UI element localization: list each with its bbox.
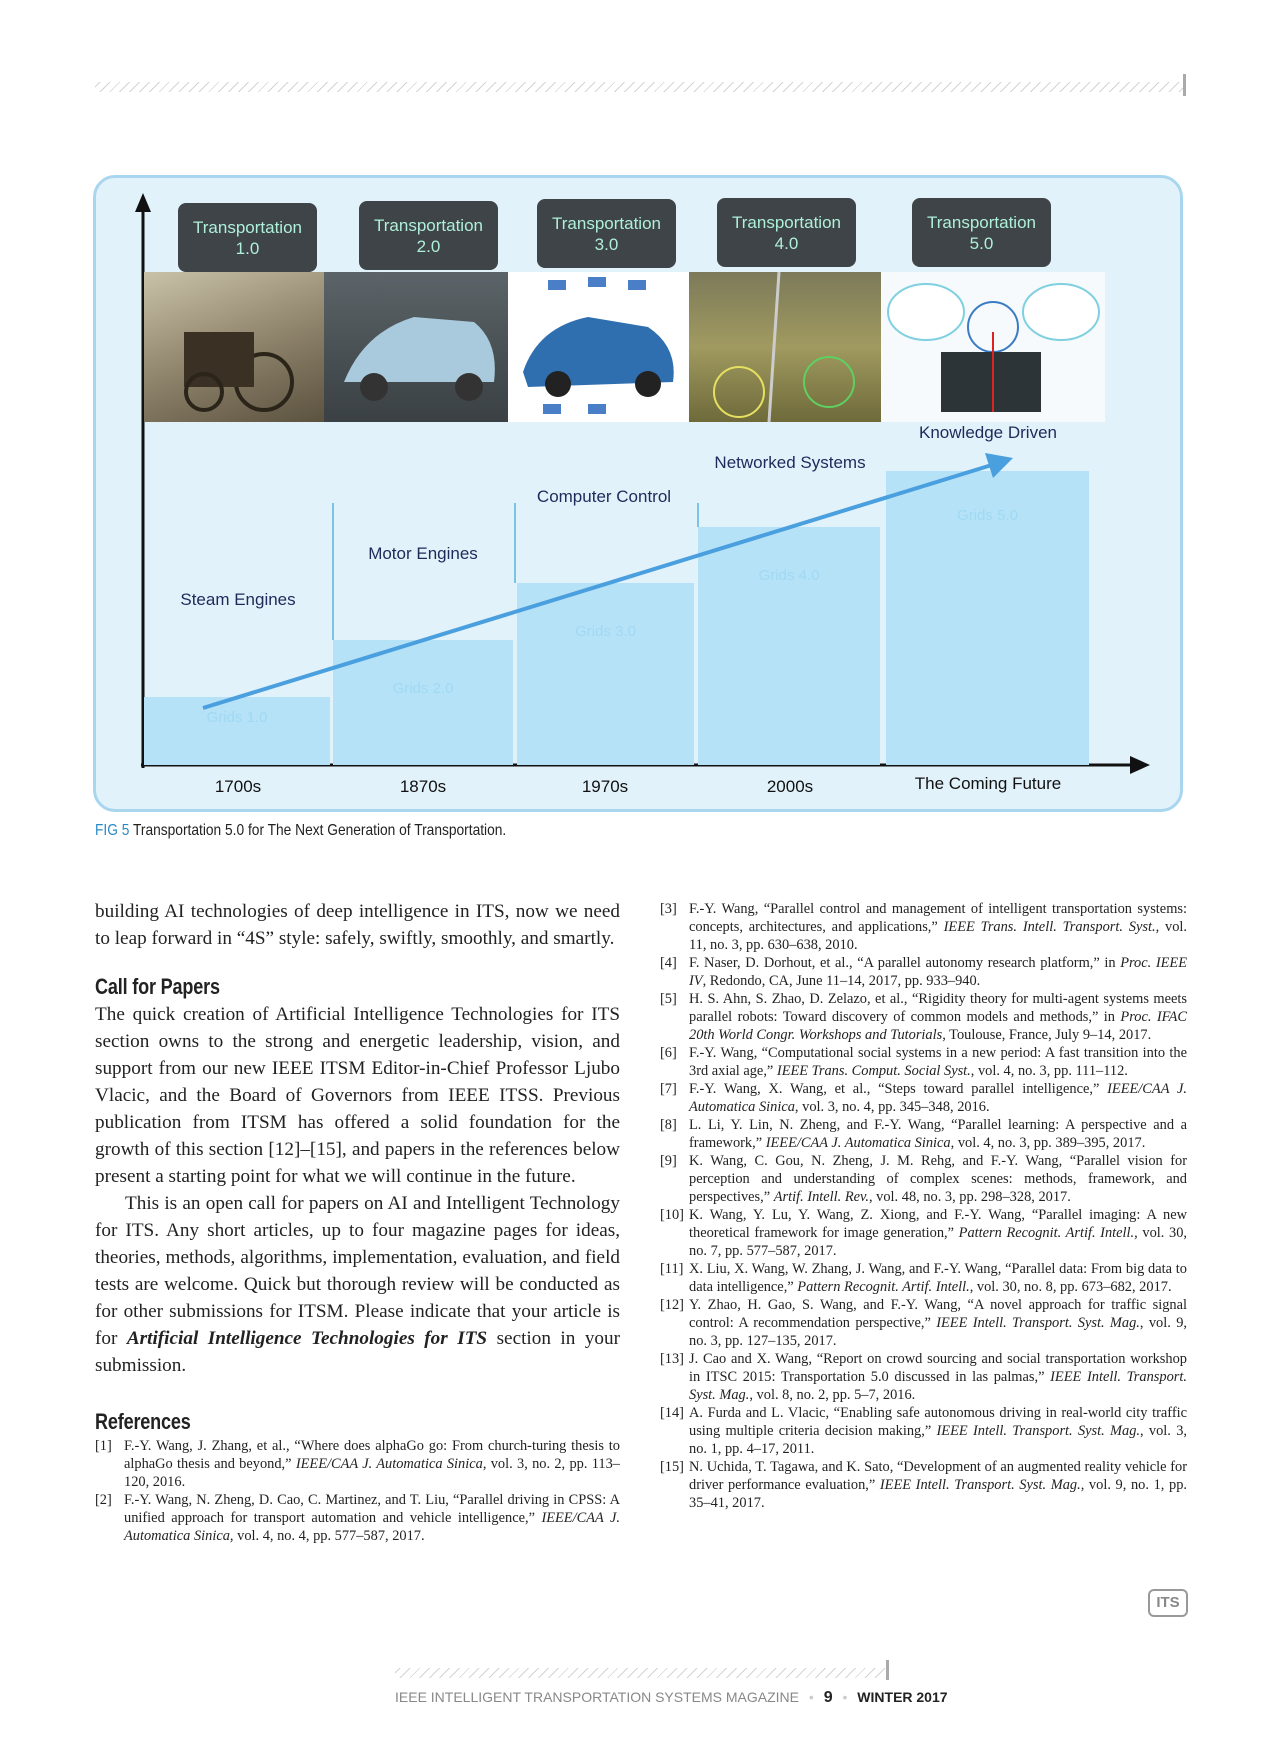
reference-number: [13] [660, 1351, 684, 1367]
reference-number: [11] [660, 1261, 684, 1277]
section-name-emphasis: Artificial Intelligence Technologies for ITS [126, 1328, 488, 1349]
era-tech-label: Steam Engines [180, 590, 296, 609]
reference-segment: Y. Zhao, H. Gao, S. Wang, and F.-Y. Wang, “A novel approach for traffic signal control: A recommendation perspective,” [689, 1297, 1187, 1331]
reference-item [660, 1206, 1187, 1260]
reference-item [660, 1350, 1187, 1404]
reference-venue: IEEE Intell. Transport. Syst. Mag. [936, 1423, 1141, 1439]
era-tech-label: Motor Engines [368, 544, 478, 563]
reference-item [660, 1116, 1187, 1152]
reference-segment: , vol. 4, no. 3, pp. 111–112. [970, 1063, 1128, 1079]
section-heading-call-for-papers: Call for Papers [95, 974, 220, 999]
grid-label: Grids 4.0 [758, 567, 820, 584]
reference-venue: Pattern Recognit. Artif. Intell. [958, 1225, 1135, 1241]
reference-venue: IEEE/CAA J. Automatica Sinica [765, 1135, 951, 1151]
reference-text [689, 1404, 1187, 1458]
reference-text [689, 1080, 1187, 1116]
reference-item [660, 1404, 1187, 1458]
reference-segment: , Toulouse, France, July 9–14, 2017. [942, 1027, 1152, 1043]
figure-caption [95, 822, 506, 840]
reference-item [660, 1458, 1187, 1512]
reference-text [689, 1458, 1187, 1512]
reference-venue: IEEE Intell. Transport. Syst. Mag. [689, 1369, 1187, 1403]
reference-segment: F. Naser, D. Dorhout, et al., “A parallel autonomy research platform,” in [689, 955, 1121, 971]
reference-list [660, 900, 1187, 1512]
era-tech-label: Computer Control [536, 487, 672, 506]
reference-number: [9] [660, 1153, 677, 1169]
era-version: 1.0 [235, 238, 260, 258]
reference-segment: F.-Y. Wang, J. Zhang, et al., “Where does alphaGo go: From church-turing thesis to alphaGo thesis and beyond,” [124, 1438, 620, 1472]
era-title: Transportation [193, 217, 302, 237]
reference-venue: IEEE Intell. Transport. Syst. Mag. [936, 1315, 1140, 1331]
reference-text [689, 1116, 1187, 1152]
reference-number: [5] [660, 991, 677, 1007]
footer-rule [395, 1668, 885, 1678]
reference-number: [12] [660, 1297, 684, 1313]
reference-text [124, 1437, 620, 1491]
reference-text [689, 990, 1187, 1044]
left-column [95, 898, 620, 1545]
reference-segment: , vol. 9, no. 3, pp. 127–135, 2017. [689, 1315, 1187, 1349]
era-tech-label: Networked Systems [714, 453, 866, 472]
reference-text [124, 1491, 620, 1545]
reference-text [689, 954, 1187, 990]
its-logo: ITS [1148, 1589, 1188, 1617]
reference-number: [1] [95, 1438, 112, 1454]
reference-segment: F.-Y. Wang, “Computational social systems in a new period: A fast transition into the 3rd axial age,” [689, 1045, 1187, 1079]
reference-segment: F.-Y. Wang, N. Zheng, D. Cao, C. Martinez, and T. Liu, “Parallel driving in CPSS: A unified approach for transport automation and vehicle intelligence,” [124, 1492, 620, 1526]
grid-label: Grids 5.0 [957, 507, 1018, 524]
x-tick-label: 1870s [399, 777, 447, 796]
magazine-name: IEEE INTELLIGENT TRANSPORTATION SYSTEMS MAGAZINE [395, 1689, 800, 1705]
reference-number: [2] [95, 1492, 112, 1508]
x-tick-label: 1970s [581, 777, 629, 796]
reference-list [95, 1437, 620, 1545]
reference-segment: , vol. 30, no. 8, pp. 673–682, 2017. [969, 1279, 1172, 1295]
reference-text [689, 1206, 1187, 1260]
reference-venue: IEEE Trans. Intell. Transport. Syst. [943, 919, 1156, 935]
reference-venue: IEEE/CAA J. Automatica Sinica [689, 1081, 1187, 1115]
reference-item [660, 1152, 1187, 1206]
reference-segment: , vol. 30, no. 7, pp. 577–587, 2017. [689, 1225, 1187, 1259]
figure-label: FIG 5 [95, 822, 130, 839]
reference-segment: , vol. 9, no. 1, pp. 35–41, 2017. [689, 1477, 1188, 1511]
reference-segment: , vol. 4, no. 4, pp. 577–587, 2017. [229, 1528, 425, 1544]
reference-number: [10] [660, 1207, 684, 1223]
reference-segment: , vol. 4, no. 3, pp. 389–395, 2017. [950, 1135, 1146, 1151]
reference-segment: H. S. Ahn, S. Zhao, D. Zelazo, et al., “Rigidity theory for multi-agent systems meets parallel robots: Toward discovery of common models and methods,” in [689, 991, 1187, 1025]
reference-segment: X. Liu, X. Wang, W. Zhang, J. Wang, and F.-Y. Wang, “Parallel data: From big data to data intelligence,” [689, 1261, 1187, 1295]
grid-label: Grids 2.0 [392, 680, 454, 697]
reference-number: [4] [660, 955, 677, 971]
page-footer [395, 1689, 948, 1707]
reference-item [660, 1080, 1187, 1116]
progress-arrowhead [985, 453, 1013, 478]
reference-item [95, 1491, 620, 1545]
grid-label: Grids 3.0 [575, 623, 636, 640]
reference-segment: J. Cao and X. Wang, “Report on crowd sourcing and social transportation workshop in ITSC 2015: Transportation 5.0 discussed in las palmas,” [689, 1351, 1187, 1385]
figure-caption-text: Transportation 5.0 for The Next Generation of Transportation. [129, 822, 507, 839]
paragraph: building AI technologies of deep intelligence in ITS, now we need to leap forward in “4S” style: safely, swiftly, smoothly, and smartly. [95, 901, 620, 949]
reference-segment: , vol. 3, no. 1, pp. 4–17, 2011. [689, 1423, 1187, 1457]
reference-text [689, 900, 1187, 954]
reference-item [660, 1296, 1187, 1350]
reference-venue: IEEE/CAA J. Automatica Sinica [295, 1456, 483, 1472]
reference-venue: IEEE Trans. Comput. Social Syst. [776, 1063, 971, 1079]
era-title: Transportation [927, 212, 1036, 232]
reference-venue: IEEE Intell. Transport. Syst. Mag. [879, 1477, 1081, 1493]
reference-text [689, 1350, 1187, 1404]
era-tech-label: Knowledge Driven [919, 423, 1057, 442]
separator: • [808, 1689, 814, 1705]
paragraph [95, 1190, 620, 1379]
reference-segment: , Redondo, CA, June 11–14, 2017, pp. 933–940. [702, 973, 981, 989]
era-title: Transportation [374, 215, 483, 235]
reference-item [660, 900, 1187, 954]
reference-item [660, 954, 1187, 990]
reference-venue: Artif. Intell. Rev. [773, 1189, 869, 1205]
page-number: 9 [823, 1689, 833, 1706]
era-version: 5.0 [969, 233, 994, 253]
reference-number: [6] [660, 1045, 677, 1061]
reference-number: [8] [660, 1117, 677, 1133]
section-heading-references: References [95, 1409, 191, 1434]
issue-label: WINTER 2017 [857, 1689, 948, 1705]
reference-segment: L. Li, Y. Lin, N. Zheng, and F.-Y. Wang, “Parallel learning: A perspective and a framework,” [689, 1117, 1187, 1151]
x-tick-label: The Coming Future [914, 774, 1062, 793]
reference-segment: , vol. 8, no. 2, pp. 5–7, 2016. [749, 1387, 916, 1403]
reference-venue: Proc. IEEE IV [689, 955, 1187, 989]
reference-text [689, 1152, 1187, 1206]
reference-venue: Pattern Recognit. Artif. Intell. [797, 1279, 970, 1295]
paragraph-text: This is an open call for papers on AI and Intelligent Technology for ITS. Any short articles, up to four magazine pages for ideas, theories, methods, algorithms, implementation, evaluation, and field tests are welcome. Quick but thorough review will be conducted as for other submissions for ITSM. Please indicate that your article is for [95, 1193, 620, 1349]
reference-text [689, 1044, 1187, 1080]
era-version: 4.0 [774, 233, 799, 253]
era-title: Transportation [732, 212, 841, 232]
era-version: 3.0 [594, 234, 619, 254]
reference-segment: N. Uchida, T. Tagawa, and K. Sato, “Development of an augmented reality vehicle for driver performance evaluation,” [689, 1459, 1187, 1493]
reference-segment: , vol. 48, no. 3, pp. 298–328, 2017. [868, 1189, 1071, 1205]
reference-number: [15] [660, 1459, 684, 1475]
paragraph-text: section in your submission. [95, 1328, 620, 1376]
reference-item [660, 990, 1187, 1044]
era-version: 2.0 [416, 236, 441, 256]
reference-text [689, 1260, 1187, 1296]
reference-segment: K. Wang, Y. Lu, Y. Wang, Z. Xiong, and F.-Y. Wang, “Parallel imaging: A new theoretical framework for image generation,” [689, 1207, 1187, 1241]
reference-item [95, 1437, 620, 1491]
reference-segment: , vol. 3, no. 2, pp. 113–120, 2016. [124, 1456, 620, 1490]
reference-number: [3] [660, 901, 677, 917]
paragraph: The quick creation of Artificial Intelligence Technologies for ITS section owns to the strong and energetic leadership, vision, and support from our new IEEE ITSM Editor-in-Chief Professor Ljubo Vlacic, and the Board of Governors from IEEE ITSS. Previous publication from ITSM has offered a solid foundation for the growth of this section [12]–[15], and papers in the references below present a starting point for what we will continue in the future. [95, 1004, 620, 1187]
reference-item [660, 1260, 1187, 1296]
separator: • [842, 1689, 848, 1705]
reference-venue: Proc. IFAC 20th World Congr. Workshops and Tutorials [689, 1009, 1187, 1043]
x-tick-label: 1700s [214, 777, 262, 796]
reference-item [660, 1044, 1187, 1080]
reference-segment: A. Furda and L. Vlacic, “Enabling safe autonomous driving in real-world city traffic using multiple criteria decision making,” [689, 1405, 1187, 1439]
reference-segment: , vol. 11, no. 3, pp. 630–638, 2010. [689, 919, 1187, 953]
reference-segment: , vol. 3, no. 4, pp. 345–348, 2016. [794, 1099, 990, 1115]
grid-label: Grids 1.0 [206, 709, 268, 726]
x-tick-label: 2000s [766, 777, 814, 796]
footer-rule-end [886, 1660, 889, 1680]
reference-segment: K. Wang, C. Gou, N. Zheng, J. M. Rehg, and F.-Y. Wang, “Parallel vision for perception and understanding of complex scenes: methods, framework, and perspectives,” [689, 1153, 1187, 1205]
reference-venue: IEEE/CAA J. Automatica Sinica [124, 1510, 620, 1544]
reference-number: [14] [660, 1405, 684, 1421]
right-column [660, 900, 1187, 1512]
reference-text [689, 1296, 1187, 1350]
reference-segment: F.-Y. Wang, “Parallel control and management of intelligent transportation systems: concepts, architectures, and applications,” [689, 901, 1187, 935]
progress-arrow [0, 0, 1280, 830]
era-title: Transportation [552, 213, 661, 233]
reference-segment: F.-Y. Wang, X. Wang, et al., “Steps toward parallel intelligence,” [689, 1081, 1108, 1097]
reference-number: [7] [660, 1081, 677, 1097]
